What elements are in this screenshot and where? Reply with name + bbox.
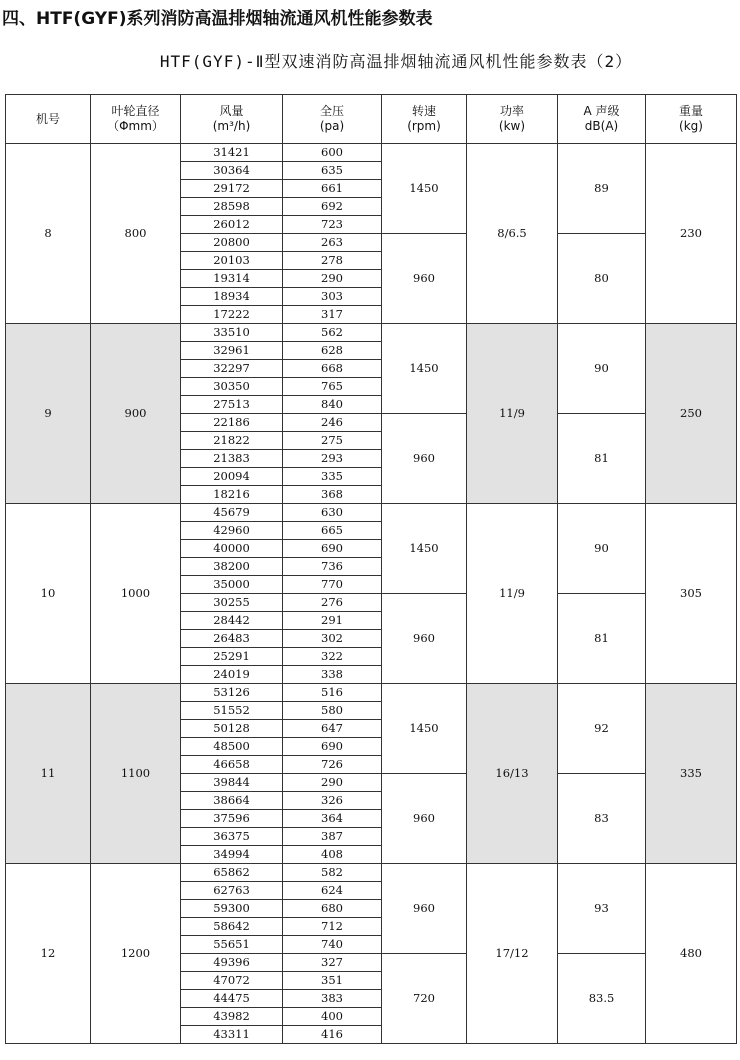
pressure-cell: 635 — [283, 162, 382, 180]
speed-cell: 1450 — [382, 144, 467, 234]
table-title — [0, 49, 740, 75]
airflow-cell: 32297 — [181, 360, 283, 378]
airflow-cell: 51552 — [181, 702, 283, 720]
airflow-cell: 46658 — [181, 756, 283, 774]
airflow-cell: 65862 — [181, 864, 283, 882]
airflow-cell: 45679 — [181, 504, 283, 522]
pressure-cell: 275 — [283, 432, 382, 450]
header-impeller-line1: 叶轮直径 — [111, 104, 160, 118]
airflow-cell: 48500 — [181, 738, 283, 756]
airflow-cell: 32961 — [181, 342, 283, 360]
header-pressure-line2: (pa) — [319, 119, 345, 133]
airflow-cell: 49396 — [181, 954, 283, 972]
pressure-cell: 840 — [283, 396, 382, 414]
pressure-cell: 770 — [283, 576, 382, 594]
speed-cell: 960 — [382, 414, 467, 504]
airflow-cell: 40000 — [181, 540, 283, 558]
airflow-cell: 58642 — [181, 918, 283, 936]
pressure-cell: 600 — [283, 144, 382, 162]
airflow-cell: 19314 — [181, 270, 283, 288]
pressure-cell: 364 — [283, 810, 382, 828]
weight-cell: 480 — [646, 864, 737, 1044]
airflow-cell: 28598 — [181, 198, 283, 216]
pressure-cell: 765 — [283, 378, 382, 396]
airflow-cell: 21822 — [181, 432, 283, 450]
speed-cell: 1450 — [382, 504, 467, 594]
noise-cell: 90 — [558, 324, 646, 414]
pressure-cell: 246 — [283, 414, 382, 432]
table-body — [6, 95, 737, 1044]
airflow-cell: 30350 — [181, 378, 283, 396]
airflow-cell: 17222 — [181, 306, 283, 324]
pressure-cell: 278 — [283, 252, 382, 270]
power-cell: 11/9 — [467, 324, 558, 504]
airflow-cell: 36375 — [181, 828, 283, 846]
pressure-cell: 335 — [283, 468, 382, 486]
noise-cell: 89 — [558, 144, 646, 234]
airflow-cell: 18934 — [181, 288, 283, 306]
airflow-cell: 21383 — [181, 450, 283, 468]
airflow-cell: 24019 — [181, 666, 283, 684]
pressure-cell: 736 — [283, 558, 382, 576]
power-cell: 11/9 — [467, 504, 558, 684]
header-speed-line1: 转速 — [411, 104, 436, 118]
airflow-cell: 20800 — [181, 234, 283, 252]
impeller-cell: 1200 — [91, 864, 181, 1044]
header-weight-line2: (kg) — [679, 119, 703, 133]
model-cell: 8 — [6, 144, 91, 324]
header-airflow-line2: (m³/h) — [212, 119, 251, 133]
pressure-cell: 290 — [283, 774, 382, 792]
speed-cell: 960 — [382, 774, 467, 864]
header-impeller-line2: （Φmm） — [107, 119, 164, 133]
speed-cell: 960 — [382, 594, 467, 684]
airflow-cell: 50128 — [181, 720, 283, 738]
airflow-cell: 35000 — [181, 576, 283, 594]
pressure-cell: 665 — [283, 522, 382, 540]
pressure-cell: 326 — [283, 792, 382, 810]
weight-cell: 305 — [646, 504, 737, 684]
airflow-cell: 30255 — [181, 594, 283, 612]
airflow-cell: 27513 — [181, 396, 283, 414]
table-row — [6, 684, 737, 702]
airflow-cell: 18216 — [181, 486, 283, 504]
header-speed-line2: (rpm) — [407, 119, 441, 133]
airflow-cell: 29172 — [181, 180, 283, 198]
noise-cell: 92 — [558, 684, 646, 774]
impeller-cell: 800 — [91, 144, 181, 324]
pressure-cell: 351 — [283, 972, 382, 990]
airflow-cell: 25291 — [181, 648, 283, 666]
pressure-cell: 291 — [283, 612, 382, 630]
header-airflow — [181, 95, 283, 144]
model-cell: 9 — [6, 324, 91, 504]
pressure-cell: 293 — [283, 450, 382, 468]
airflow-cell: 38200 — [181, 558, 283, 576]
pressure-cell: 647 — [283, 720, 382, 738]
pressure-cell: 408 — [283, 846, 382, 864]
airflow-cell: 37596 — [181, 810, 283, 828]
pressure-cell: 400 — [283, 1008, 382, 1026]
pressure-cell: 338 — [283, 666, 382, 684]
pressure-cell: 562 — [283, 324, 382, 342]
table-row — [6, 144, 737, 162]
model-cell: 12 — [6, 864, 91, 1044]
airflow-cell: 55651 — [181, 936, 283, 954]
airflow-cell: 62763 — [181, 882, 283, 900]
airflow-cell: 53126 — [181, 684, 283, 702]
model-cell: 11 — [6, 684, 91, 864]
noise-cell: 93 — [558, 864, 646, 954]
pressure-cell: 580 — [283, 702, 382, 720]
speed-cell: 1450 — [382, 324, 467, 414]
pressure-cell: 661 — [283, 180, 382, 198]
pressure-cell: 276 — [283, 594, 382, 612]
header-impeller — [91, 95, 181, 144]
pressure-cell: 582 — [283, 864, 382, 882]
pressure-cell: 516 — [283, 684, 382, 702]
pressure-cell: 624 — [283, 882, 382, 900]
airflow-cell: 44475 — [181, 990, 283, 1008]
header-model — [6, 95, 91, 144]
header-weight-line1: 重量 — [678, 104, 703, 118]
header-power-line2: (kw) — [498, 119, 526, 133]
airflow-cell: 26483 — [181, 630, 283, 648]
airflow-cell: 20094 — [181, 468, 283, 486]
header-noise — [558, 95, 646, 144]
pressure-cell: 263 — [283, 234, 382, 252]
speed-cell: 960 — [382, 864, 467, 954]
airflow-cell: 20103 — [181, 252, 283, 270]
noise-cell: 83.5 — [558, 954, 646, 1044]
header-weight — [646, 95, 737, 144]
pressure-cell: 303 — [283, 288, 382, 306]
airflow-cell: 38664 — [181, 792, 283, 810]
header-pressure-line1: 全压 — [319, 104, 344, 118]
power-cell: 8/6.5 — [467, 144, 558, 324]
table-row — [6, 324, 737, 342]
noise-cell: 80 — [558, 234, 646, 324]
pressure-cell: 628 — [283, 342, 382, 360]
power-cell: 16/13 — [467, 684, 558, 864]
noise-cell: 90 — [558, 504, 646, 594]
pressure-cell: 690 — [283, 738, 382, 756]
airflow-cell: 30364 — [181, 162, 283, 180]
pressure-cell: 290 — [283, 270, 382, 288]
airflow-cell: 39844 — [181, 774, 283, 792]
weight-cell: 230 — [646, 144, 737, 324]
airflow-cell: 22186 — [181, 414, 283, 432]
speed-cell: 720 — [382, 954, 467, 1044]
pressure-cell: 327 — [283, 954, 382, 972]
header-airflow-line1: 风量 — [219, 104, 244, 118]
airflow-cell: 43311 — [181, 1026, 283, 1044]
pressure-cell: 690 — [283, 540, 382, 558]
table-title-text: HTF(GYF)-Ⅱ型双速消防高温排烟轴流通风机性能参数表（2） — [159, 52, 633, 71]
airflow-cell: 28442 — [181, 612, 283, 630]
header-noise-line2: dB(A) — [584, 119, 619, 133]
airflow-cell: 26012 — [181, 216, 283, 234]
impeller-cell: 1100 — [91, 684, 181, 864]
airflow-cell: 42960 — [181, 522, 283, 540]
pressure-cell: 322 — [283, 648, 382, 666]
weight-cell: 335 — [646, 684, 737, 864]
pressure-cell: 302 — [283, 630, 382, 648]
table-row — [6, 864, 737, 882]
pressure-cell: 692 — [283, 198, 382, 216]
header-row — [6, 95, 737, 144]
airflow-cell: 43982 — [181, 1008, 283, 1026]
speed-cell: 960 — [382, 234, 467, 324]
impeller-cell: 1000 — [91, 504, 181, 684]
pressure-cell: 630 — [283, 504, 382, 522]
header-power — [467, 95, 558, 144]
table-row — [6, 504, 737, 522]
airflow-cell: 34994 — [181, 846, 283, 864]
performance-table — [5, 94, 737, 1044]
pressure-cell: 368 — [283, 486, 382, 504]
header-model-text: 机号 — [35, 111, 60, 126]
header-noise-line1: A 声级 — [583, 104, 620, 118]
airflow-cell: 47072 — [181, 972, 283, 990]
header-power-line1: 功率 — [499, 104, 524, 118]
pressure-cell: 680 — [283, 900, 382, 918]
airflow-cell: 31421 — [181, 144, 283, 162]
pressure-cell: 387 — [283, 828, 382, 846]
speed-cell: 1450 — [382, 684, 467, 774]
weight-cell: 250 — [646, 324, 737, 504]
noise-cell: 83 — [558, 774, 646, 864]
pressure-cell: 317 — [283, 306, 382, 324]
pressure-cell: 668 — [283, 360, 382, 378]
header-speed — [382, 95, 467, 144]
noise-cell: 81 — [558, 594, 646, 684]
pressure-cell: 740 — [283, 936, 382, 954]
pressure-cell: 383 — [283, 990, 382, 1008]
pressure-cell: 726 — [283, 756, 382, 774]
document-heading: 四、HTF(GYF)系列消防高温排烟轴流通风机性能参数表 — [2, 9, 433, 29]
noise-cell: 81 — [558, 414, 646, 504]
model-cell: 10 — [6, 504, 91, 684]
pressure-cell: 723 — [283, 216, 382, 234]
header-pressure — [283, 95, 382, 144]
airflow-cell: 33510 — [181, 324, 283, 342]
pressure-cell: 416 — [283, 1026, 382, 1044]
airflow-cell: 59300 — [181, 900, 283, 918]
power-cell: 17/12 — [467, 864, 558, 1044]
impeller-cell: 900 — [91, 324, 181, 504]
pressure-cell: 712 — [283, 918, 382, 936]
